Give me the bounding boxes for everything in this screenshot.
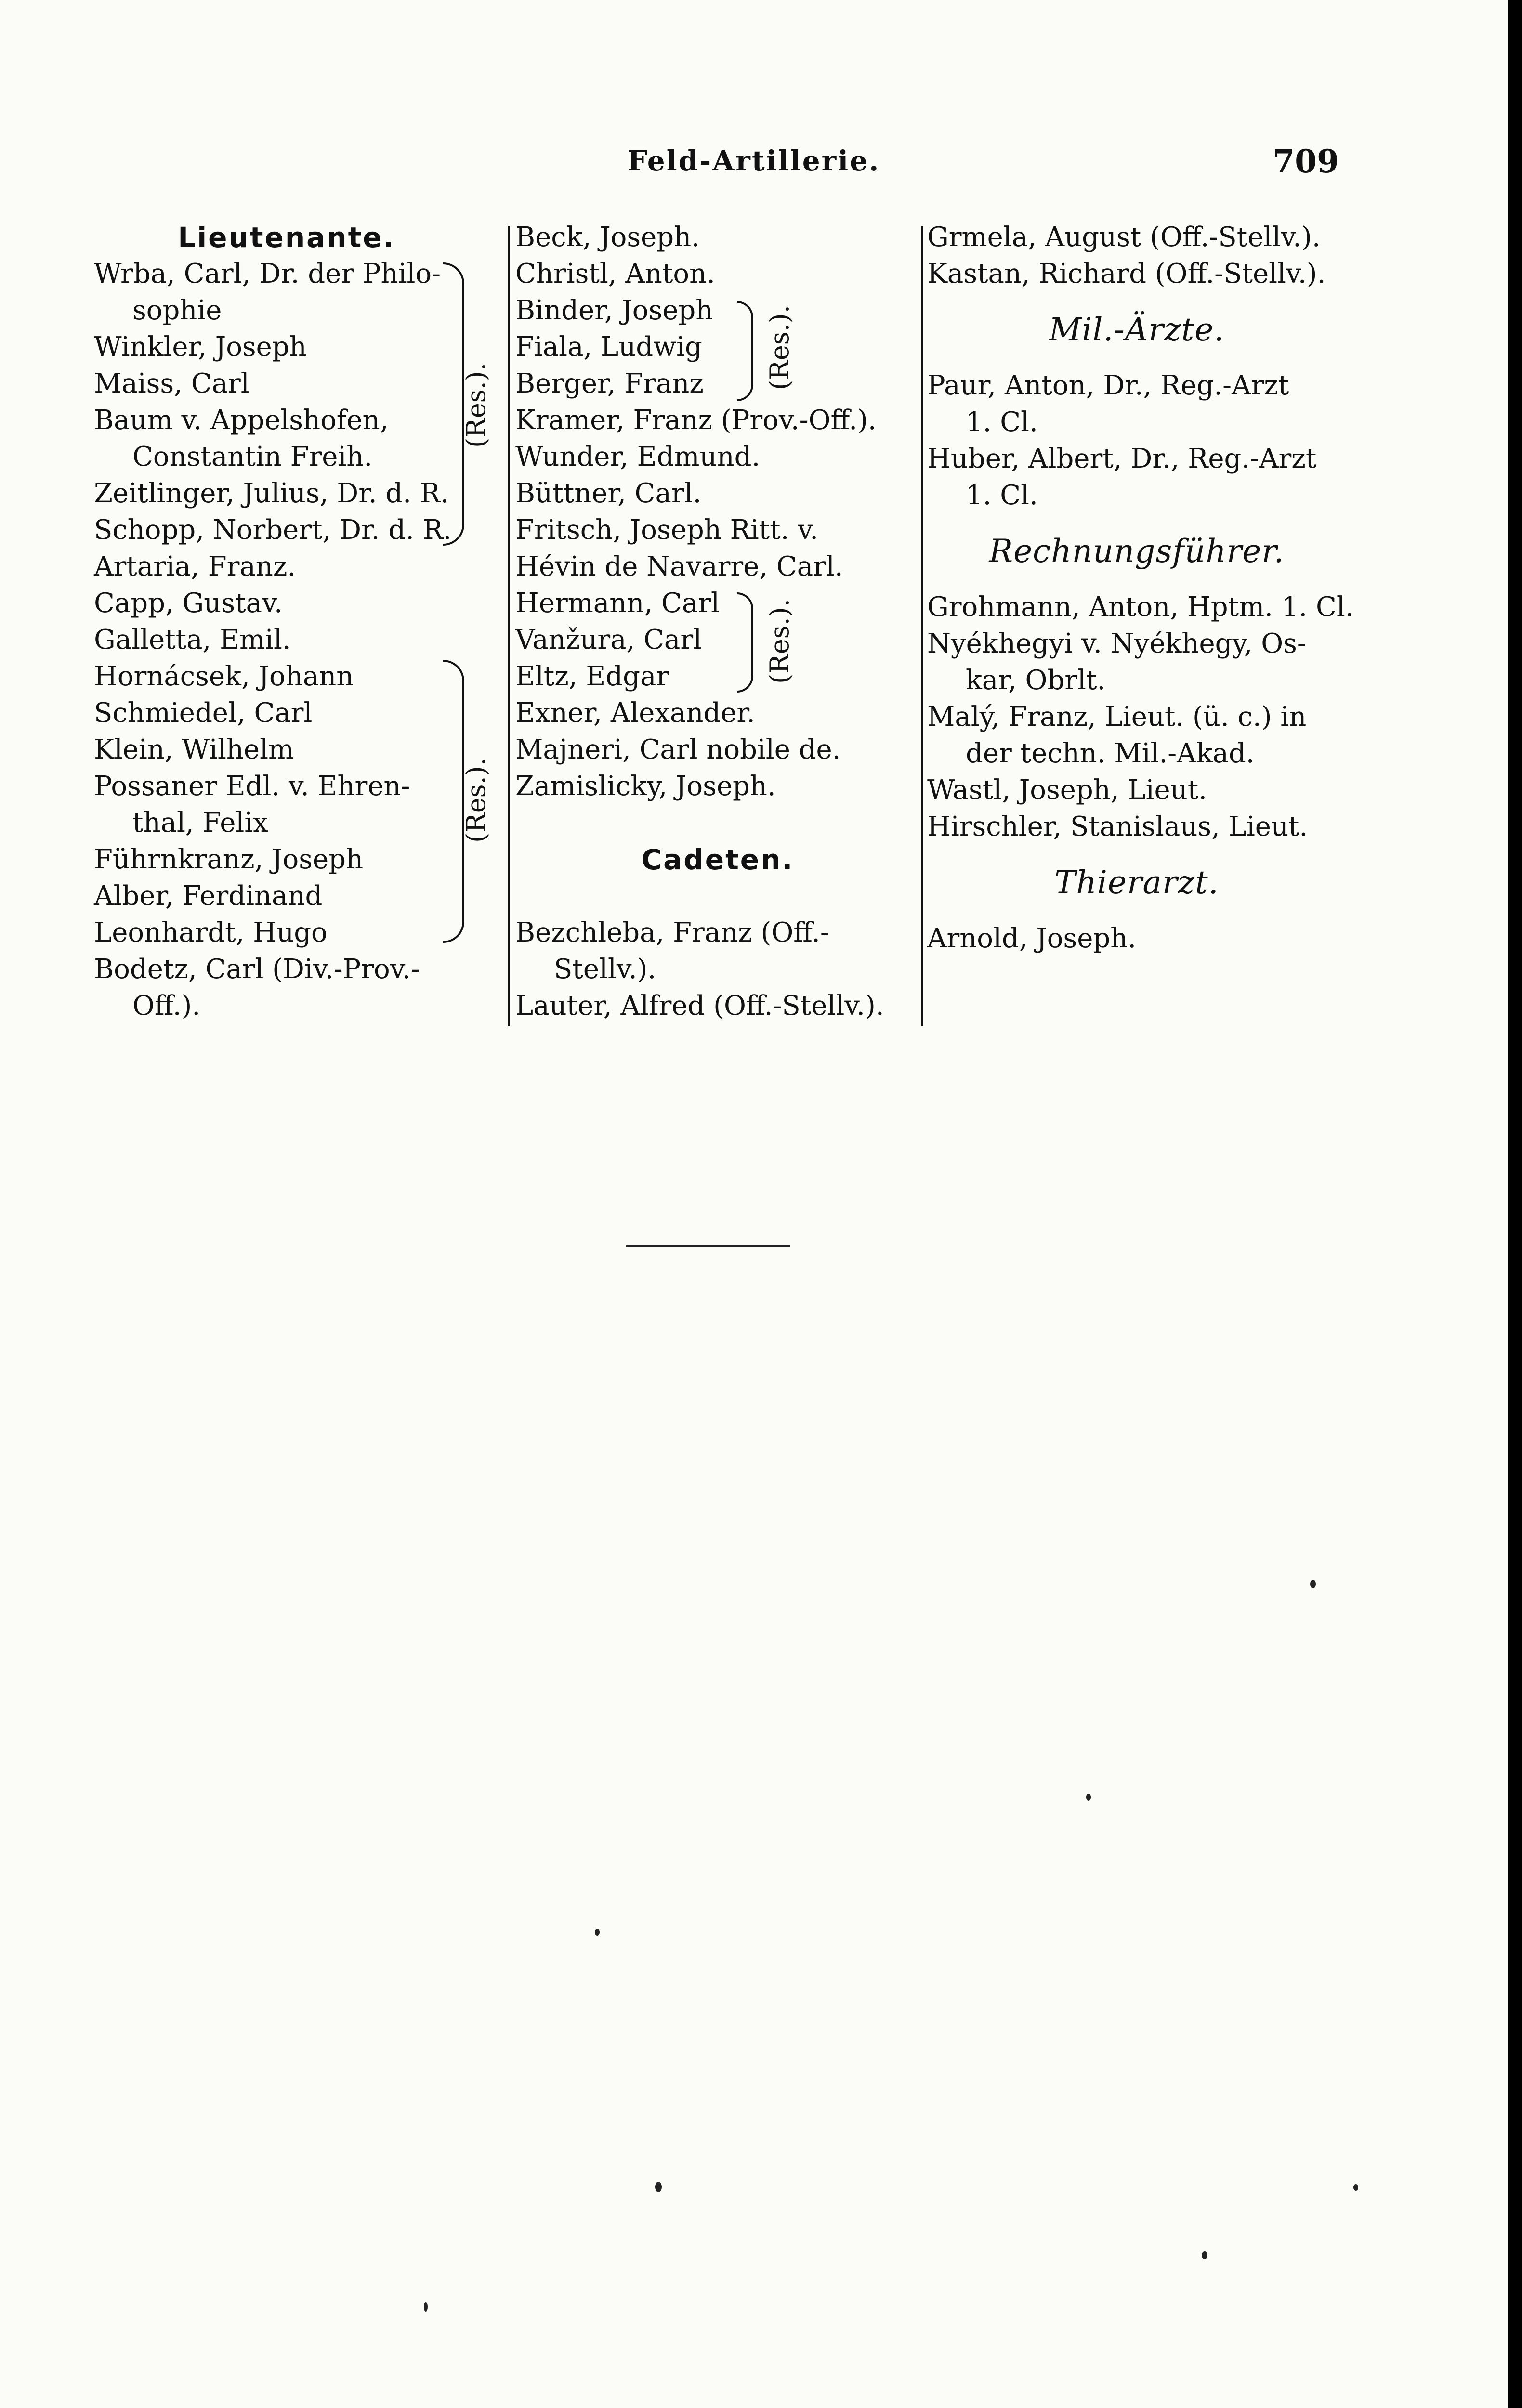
entry: der techn. Mil.-Akad. [966,738,1255,769]
running-head: Feld-Artillerie. [627,144,880,177]
entry: Schopp, Norbert, Dr. d. R. [94,514,452,546]
entry: Maiss, Carl [94,368,249,399]
entry: Fiala, Ludwig [515,331,702,363]
entry: Wrba, Carl, Dr. der Philo- [94,258,441,289]
entry: Führnkranz, Joseph [94,844,364,875]
heading-lieutenante: Lieutenante. [178,221,395,254]
entry: Galletta, Emil. [94,624,291,655]
reserve-label: (Res.). [460,363,491,448]
scan-speck [655,2182,662,2192]
entry: Stellv.). [554,954,656,985]
entry: Klein, Wilhelm [94,734,294,765]
column-right [927,219,1354,957]
entry: thal, Felix [132,807,268,838]
entry: Schmiedel, Carl [94,697,313,729]
entry: Kastan, Richard (Off.-Stellv.). [927,258,1326,289]
entry: Alber, Ferdinand [94,880,323,912]
bracket-reserve-3 [737,301,753,401]
scan-speck [595,1929,600,1936]
entry: Hornácsek, Johann [94,661,354,692]
entry: Arnold, Joseph. [927,923,1137,954]
entry: Grmela, August (Off.-Stellv.). [927,222,1321,253]
heading-mil-aerzte: Mil.-Ärzte. [1049,311,1225,348]
heading-thierarzt: Thierarzt. [1054,864,1219,901]
scan-speck [424,2302,428,2312]
entry: Huber, Albert, Dr., Reg.-Arzt [927,443,1317,474]
bracket-reserve-4 [737,592,753,693]
entry: kar, Obrlt. [966,665,1106,696]
entry: Wastl, Joseph, Lieut. [927,774,1207,806]
entry: Bodetz, Carl (Div.-Prov.- [94,954,420,985]
entry: sophie [132,295,222,326]
page-number: 709 [1273,143,1339,180]
column-lieutenante [94,219,479,1024]
column-rule-right [921,226,923,1026]
reserve-label: (Res.). [764,305,795,390]
entry: Bezchleba, Franz (Off.- [515,917,829,948]
entry: Hévin de Navarre, Carl. [515,551,843,582]
column-rule-left [508,226,510,1026]
entry: Hermann, Carl [515,588,720,619]
entry: Off.). [132,990,201,1021]
entry: Büttner, Carl. [515,478,702,509]
entry: Paur, Anton, Dr., Reg.-Arzt [927,370,1289,401]
entry: Zeitlinger, Julius, Dr. d. R. [94,478,449,509]
entry: Malý, Franz, Lieut. (ü. c.) in [927,701,1307,733]
entry: Berger, Franz [515,368,704,399]
scan-speck [1086,1794,1091,1801]
closing-rule [626,1245,790,1247]
entry: Nyékhegyi v. Nyékhegy, Os- [927,628,1306,659]
entry: 1. Cl. [966,480,1038,511]
entry: Wunder, Edmund. [515,441,761,472]
entry: Possaner Edl. v. Ehren- [94,771,410,802]
heading-cadeten: Cadeten. [641,843,794,876]
entry: Constantin Freih. [132,441,373,472]
scan-speck [1353,2184,1358,2191]
entry: Lauter, Alfred (Off.-Stellv.). [515,990,884,1021]
entry: Grohmann, Anton, Hptm. 1. Cl. [927,591,1354,623]
reserve-label: (Res.). [460,758,491,843]
scan-speck [1202,2251,1207,2259]
reserve-label: (Res.). [764,599,795,684]
entry: Majneri, Carl nobile de. [515,734,841,765]
entry: Artaria, Franz. [94,551,296,582]
entry: 1. Cl. [966,406,1038,438]
entry: Beck, Joseph. [515,222,700,253]
entry: Capp, Gustav. [94,588,283,619]
entry: Winkler, Joseph [94,331,307,363]
entry: Kramer, Franz (Prov.-Off.). [515,405,877,436]
entry: Zamislicky, Joseph. [515,771,776,802]
entry: Vanžura, Carl [515,624,702,655]
entry: Baum v. Appelshofen, [94,405,389,436]
entry: Exner, Alexander. [515,697,755,729]
entry: Binder, Joseph [515,295,713,326]
column-middle [515,219,920,1024]
entry: Hirschler, Stanislaus, Lieut. [927,811,1308,842]
entry: Leonhardt, Hugo [94,917,328,948]
heading-rechnungsfuehrer: Rechnungsführer. [989,533,1285,570]
entry: Christl, Anton. [515,258,715,289]
entry: Fritsch, Joseph Ritt. v. [515,514,819,546]
entry: Eltz, Edgar [515,661,669,692]
scan-speck [1310,1580,1316,1588]
